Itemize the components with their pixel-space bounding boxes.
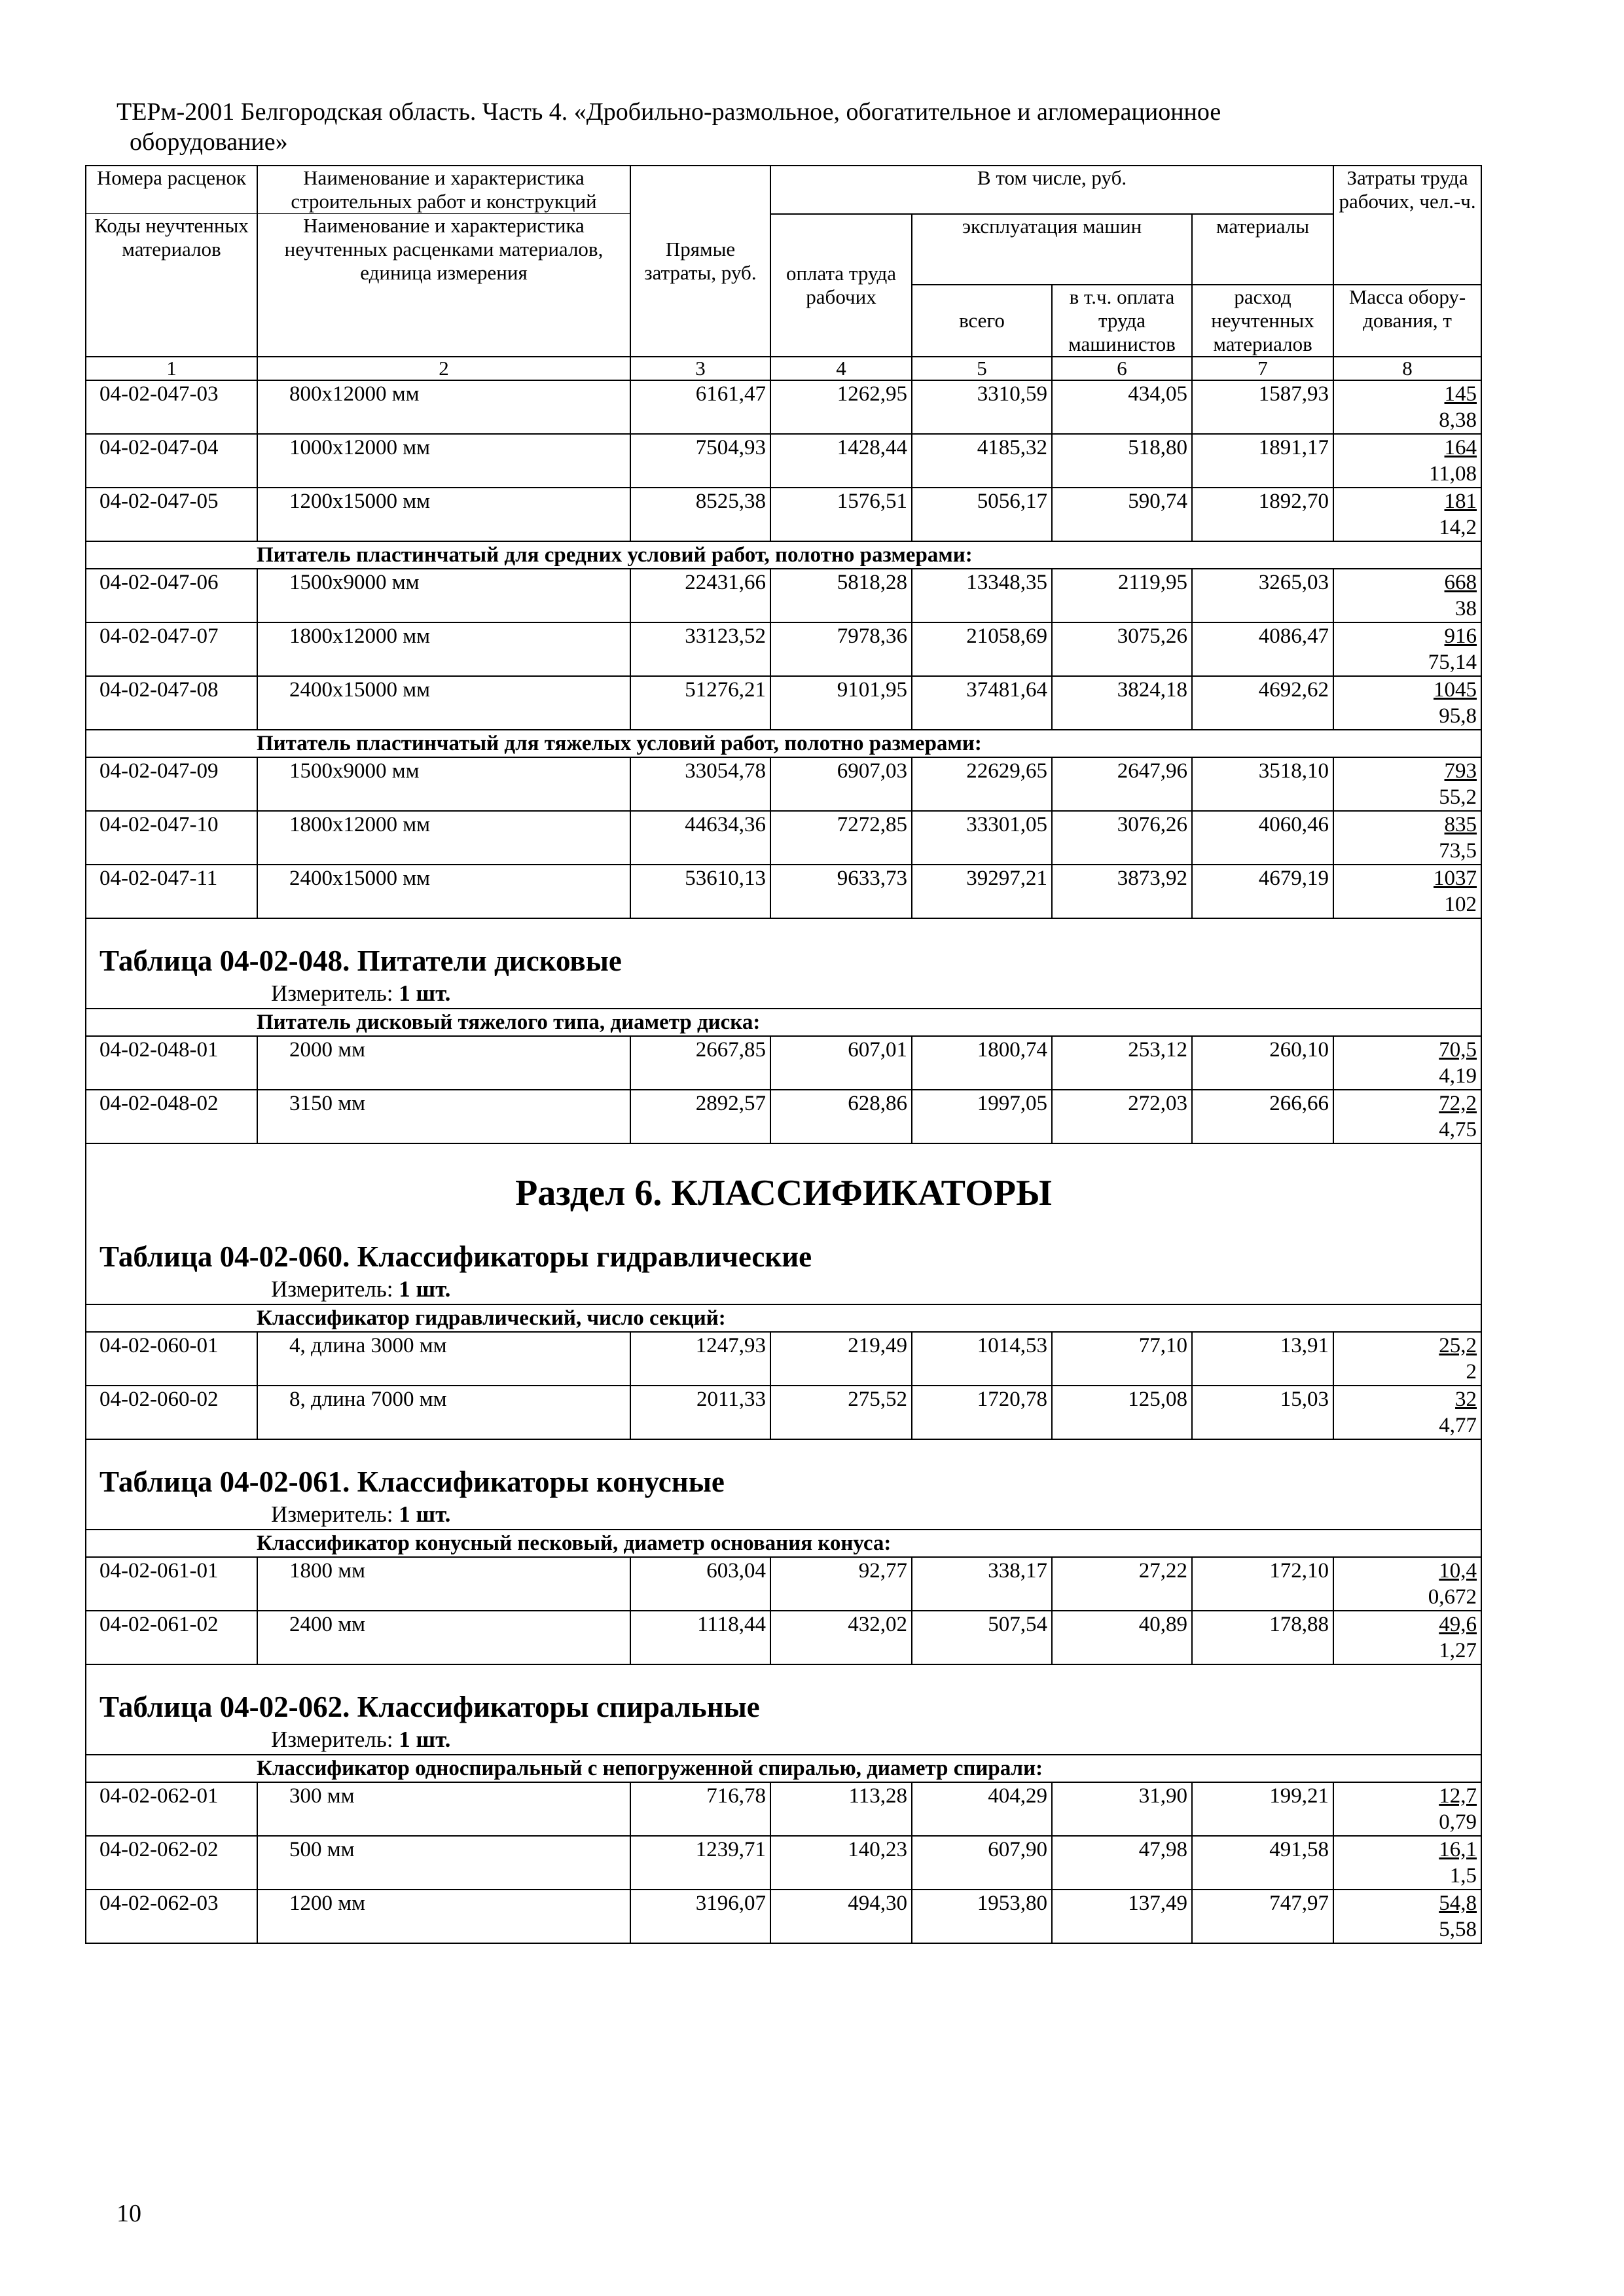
labor-hours: 54,8 xyxy=(1439,1892,1477,1915)
table-row xyxy=(86,1782,1481,1836)
labor-hours: 835 xyxy=(1444,813,1477,836)
column-number: 7 xyxy=(1192,357,1333,380)
cost-c7: 199,21 xyxy=(1192,1782,1333,1836)
cost-c7: 1892,70 xyxy=(1192,488,1333,541)
labor-mass-cell xyxy=(1333,1782,1481,1836)
col2-header-bottom: Наименование и характеристика неучтенных расценками материалов, единица измерения xyxy=(257,214,630,285)
cost-c3: 7504,93 xyxy=(630,434,770,488)
group-title: Питатель пластинчатый для средних условий работ, полотно размерами: xyxy=(86,541,1481,569)
rate-name: 4, длина 3000 мм xyxy=(257,1332,630,1386)
cost-c7: 491,58 xyxy=(1192,1836,1333,1890)
labor-hours: 16,1 xyxy=(1439,1838,1477,1861)
group-title-row xyxy=(86,1304,1481,1332)
labor-hours: 10,4 xyxy=(1439,1559,1477,1583)
col4-header: оплата труда рабочих xyxy=(770,214,912,357)
table-row xyxy=(86,380,1481,434)
cost-c3: 1247,93 xyxy=(630,1332,770,1386)
labor-mass-cell xyxy=(1333,1090,1481,1143)
group-title: Классификатор конусный песковый, диаметр основания конуса: xyxy=(86,1530,1481,1557)
rate-code: 04-02-047-04 xyxy=(86,434,257,488)
group-title-row xyxy=(86,730,1481,757)
col8-header-bottom: Масса обору-дования, т xyxy=(1333,285,1481,357)
table-row xyxy=(86,1332,1481,1386)
rate-code: 04-02-062-01 xyxy=(86,1782,257,1836)
labor-hours: 72,2 xyxy=(1439,1092,1477,1115)
labor-hours: 164 xyxy=(1444,436,1477,459)
running-header xyxy=(117,97,1458,157)
cost-c3: 1118,44 xyxy=(630,1611,770,1664)
col7-header: расход неучтенных материалов xyxy=(1192,285,1333,357)
cost-c7: 15,03 xyxy=(1192,1386,1333,1439)
cost-c6: 272,03 xyxy=(1052,1090,1192,1143)
equipment-mass: 4,19 xyxy=(1439,1064,1477,1088)
table-title-row xyxy=(86,1454,1481,1500)
measure-unit xyxy=(86,1500,1481,1530)
labor-mass-cell xyxy=(1333,569,1481,622)
labor-hours: 1045 xyxy=(1434,678,1477,702)
header-line-2: оборудование» xyxy=(130,128,288,156)
cost-c5: 5056,17 xyxy=(912,488,1052,541)
spacer-cell xyxy=(86,1664,1481,1679)
equipment-mass: 14,2 xyxy=(1439,516,1477,539)
labor-hours: 70,5 xyxy=(1439,1038,1477,1062)
cost-c6: 27,22 xyxy=(1052,1557,1192,1611)
rate-name: 1500х9000 мм xyxy=(257,569,630,622)
labor-mass-cell xyxy=(1333,622,1481,676)
rate-name: 2400 мм xyxy=(257,1611,630,1664)
cost-c6: 3075,26 xyxy=(1052,622,1192,676)
measure-unit xyxy=(86,979,1481,1009)
labor-mass-cell xyxy=(1333,1386,1481,1439)
cost-c7: 172,10 xyxy=(1192,1557,1333,1611)
equipment-mass: 11,08 xyxy=(1429,462,1477,486)
labor-mass-cell xyxy=(1333,1836,1481,1890)
labor-mass-cell xyxy=(1333,380,1481,434)
cost-c5: 39297,21 xyxy=(912,865,1052,918)
measure-value: 1 шт. xyxy=(399,980,451,1006)
cost-c4: 1428,44 xyxy=(770,434,912,488)
equipment-mass: 4,75 xyxy=(1439,1118,1477,1141)
rate-code: 04-02-047-11 xyxy=(86,865,257,918)
table-row xyxy=(86,569,1481,622)
rate-name: 1800х12000 мм xyxy=(257,622,630,676)
equipment-mass: 55,2 xyxy=(1439,785,1477,809)
col5-header: всего xyxy=(912,285,1052,357)
cost-c4: 628,86 xyxy=(770,1090,912,1143)
equipment-mass: 102 xyxy=(1444,893,1477,916)
table-row xyxy=(86,488,1481,541)
equipment-mass: 75,14 xyxy=(1428,651,1477,674)
cost-c7: 1891,17 xyxy=(1192,434,1333,488)
rate-name: 2400х15000 мм xyxy=(257,865,630,918)
cost-c6: 518,80 xyxy=(1052,434,1192,488)
table-row xyxy=(86,1836,1481,1890)
cost-c3: 53610,13 xyxy=(630,865,770,918)
table-title: Таблица 04-02-048. Питатели дисковые xyxy=(86,933,1481,979)
rate-name: 3150 мм xyxy=(257,1090,630,1143)
cost-c7: 747,97 xyxy=(1192,1890,1333,1943)
equipment-mass: 8,38 xyxy=(1439,408,1477,432)
rate-name: 300 мм xyxy=(257,1782,630,1836)
cost-c5: 1997,05 xyxy=(912,1090,1052,1143)
measure-row xyxy=(86,979,1481,1009)
cost-c3: 716,78 xyxy=(630,1782,770,1836)
column-number-row xyxy=(86,357,1481,380)
rate-code: 04-02-062-02 xyxy=(86,1836,257,1890)
cost-c5: 21058,69 xyxy=(912,622,1052,676)
cost-c7: 3265,03 xyxy=(1192,569,1333,622)
cost-c7: 266,66 xyxy=(1192,1090,1333,1143)
cost-c4: 1576,51 xyxy=(770,488,912,541)
cost-c7: 1587,93 xyxy=(1192,380,1333,434)
cost-c4: 607,01 xyxy=(770,1036,912,1090)
cost-c4: 140,23 xyxy=(770,1836,912,1890)
labor-hours: 145 xyxy=(1444,382,1477,406)
equipment-mass: 0,79 xyxy=(1439,1810,1477,1834)
cost-c5: 13348,35 xyxy=(912,569,1052,622)
column-number: 2 xyxy=(257,357,630,380)
rate-code: 04-02-047-06 xyxy=(86,569,257,622)
cost-c4: 494,30 xyxy=(770,1890,912,1943)
table-row xyxy=(86,1036,1481,1090)
table-title: Таблица 04-02-060. Классификаторы гидравлические xyxy=(86,1229,1481,1275)
cost-c5: 607,90 xyxy=(912,1836,1052,1890)
section-heading-row xyxy=(86,1143,1481,1229)
cost-c3: 22431,66 xyxy=(630,569,770,622)
table-row xyxy=(86,1386,1481,1439)
equipment-mass: 0,672 xyxy=(1428,1585,1477,1609)
cost-c3: 33054,78 xyxy=(630,757,770,811)
rate-code: 04-02-048-02 xyxy=(86,1090,257,1143)
column-number: 5 xyxy=(912,357,1052,380)
cost-c3: 3196,07 xyxy=(630,1890,770,1943)
cost-c4: 9101,95 xyxy=(770,676,912,730)
labor-hours: 916 xyxy=(1444,624,1477,648)
materials-header: материалы xyxy=(1192,214,1333,285)
cost-c6: 434,05 xyxy=(1052,380,1192,434)
rate-code: 04-02-047-08 xyxy=(86,676,257,730)
labor-mass-cell xyxy=(1333,865,1481,918)
measure-label: Измеритель: xyxy=(271,1276,399,1302)
rate-name: 1800х12000 мм xyxy=(257,811,630,865)
cost-c7: 13,91 xyxy=(1192,1332,1333,1386)
measure-label: Измеритель: xyxy=(271,980,399,1006)
rate-code: 04-02-048-01 xyxy=(86,1036,257,1090)
cost-c5: 1720,78 xyxy=(912,1386,1052,1439)
machines-header: эксплуатация машин xyxy=(912,214,1192,285)
labor-mass-cell xyxy=(1333,1611,1481,1664)
table-row xyxy=(86,1557,1481,1611)
group-title-row xyxy=(86,1530,1481,1557)
labor-mass-cell xyxy=(1333,1557,1481,1611)
cost-c4: 7978,36 xyxy=(770,622,912,676)
cost-c5: 33301,05 xyxy=(912,811,1052,865)
measure-unit xyxy=(86,1725,1481,1755)
cost-c5: 4185,32 xyxy=(912,434,1052,488)
labor-mass-cell xyxy=(1333,757,1481,811)
group-title: Классификатор односпиральный с непогруженной спиралью, диаметр спирали: xyxy=(86,1755,1481,1782)
cost-c4: 113,28 xyxy=(770,1782,912,1836)
cost-c4: 9633,73 xyxy=(770,865,912,918)
table-row xyxy=(86,1090,1481,1143)
measure-label: Измеритель: xyxy=(271,1727,399,1752)
equipment-mass: 4,77 xyxy=(1439,1414,1477,1437)
rate-name: 8, длина 7000 мм xyxy=(257,1386,630,1439)
labor-hours: 181 xyxy=(1444,490,1477,513)
cost-c6: 125,08 xyxy=(1052,1386,1192,1439)
table-row xyxy=(86,676,1481,730)
col1-header-bottom: Коды неучтенных материалов xyxy=(86,214,257,285)
table-row xyxy=(86,811,1481,865)
labor-mass-cell xyxy=(1333,1890,1481,1943)
cost-c6: 253,12 xyxy=(1052,1036,1192,1090)
labor-hours: 49,6 xyxy=(1439,1613,1477,1636)
cost-c3: 51276,21 xyxy=(630,676,770,730)
cost-c6: 3873,92 xyxy=(1052,865,1192,918)
col6-header: в т.ч. оплата труда машинистов xyxy=(1052,285,1192,357)
labor-hours: 25,2 xyxy=(1439,1334,1477,1357)
cost-c7: 3518,10 xyxy=(1192,757,1333,811)
cost-c6: 40,89 xyxy=(1052,1611,1192,1664)
cost-c7: 178,88 xyxy=(1192,1611,1333,1664)
rate-name: 1200 мм xyxy=(257,1890,630,1943)
cost-c3: 33123,52 xyxy=(630,622,770,676)
col1-header-top: Номера расценок xyxy=(86,166,257,214)
cost-c5: 37481,64 xyxy=(912,676,1052,730)
rate-code: 04-02-061-01 xyxy=(86,1557,257,1611)
cost-c3: 2667,85 xyxy=(630,1036,770,1090)
cost-c4: 219,49 xyxy=(770,1332,912,1386)
cost-c3: 1239,71 xyxy=(630,1836,770,1890)
measure-row xyxy=(86,1500,1481,1530)
rate-code: 04-02-061-02 xyxy=(86,1611,257,1664)
column-number: 3 xyxy=(630,357,770,380)
cost-c3: 603,04 xyxy=(630,1557,770,1611)
measure-unit xyxy=(86,1275,1481,1304)
rate-name: 1000х12000 мм xyxy=(257,434,630,488)
cost-c4: 275,52 xyxy=(770,1386,912,1439)
section-heading: Раздел 6. КЛАССИФИКАТОРЫ xyxy=(86,1143,1481,1229)
equipment-mass: 2 xyxy=(1466,1360,1477,1384)
spacer-cell xyxy=(86,918,1481,933)
equipment-mass: 1,5 xyxy=(1449,1864,1477,1888)
labor-hours: 32 xyxy=(1455,1388,1477,1411)
cost-c7: 4692,62 xyxy=(1192,676,1333,730)
header-line-1: ТЕРм-2001 Белгородская область. Часть 4. «Дробильно-размольное, обогатительное и агломерационное xyxy=(117,98,1221,126)
cost-c5: 1953,80 xyxy=(912,1890,1052,1943)
incl-header: В том числе, руб. xyxy=(770,166,1333,214)
rate-name: 1200х15000 мм xyxy=(257,488,630,541)
cost-c5: 22629,65 xyxy=(912,757,1052,811)
spacer-row xyxy=(86,1439,1481,1454)
table-title-row xyxy=(86,1679,1481,1725)
equipment-mass: 73,5 xyxy=(1439,839,1477,863)
cost-c4: 5818,28 xyxy=(770,569,912,622)
group-title-row xyxy=(86,1009,1481,1036)
equipment-mass: 1,27 xyxy=(1439,1639,1477,1662)
cost-c7: 260,10 xyxy=(1192,1036,1333,1090)
equipment-mass: 5,58 xyxy=(1439,1918,1477,1941)
group-title: Питатель пластинчатый для тяжелых условий работ, полотно размерами: xyxy=(86,730,1481,757)
price-table-container xyxy=(85,165,1481,1944)
rate-name: 2400х15000 мм xyxy=(257,676,630,730)
cost-c4: 6907,03 xyxy=(770,757,912,811)
table-title-row xyxy=(86,933,1481,979)
table-header xyxy=(86,166,1481,357)
labor-hours: 1037 xyxy=(1434,867,1477,890)
cost-c6: 3824,18 xyxy=(1052,676,1192,730)
rate-name: 1500х9000 мм xyxy=(257,757,630,811)
cost-c4: 432,02 xyxy=(770,1611,912,1664)
cost-c4: 7272,85 xyxy=(770,811,912,865)
cost-c6: 137,49 xyxy=(1052,1890,1192,1943)
cost-c3: 2011,33 xyxy=(630,1386,770,1439)
cost-c3: 2892,57 xyxy=(630,1090,770,1143)
rate-code: 04-02-047-03 xyxy=(86,380,257,434)
rate-name: 800х12000 мм xyxy=(257,380,630,434)
rate-code: 04-02-060-01 xyxy=(86,1332,257,1386)
column-number: 1 xyxy=(86,357,257,380)
table-row xyxy=(86,865,1481,918)
measure-row xyxy=(86,1275,1481,1304)
cost-c6: 590,74 xyxy=(1052,488,1192,541)
labor-hours: 12,7 xyxy=(1439,1784,1477,1808)
cost-c6: 31,90 xyxy=(1052,1782,1192,1836)
rate-name: 500 мм xyxy=(257,1836,630,1890)
table-title-row xyxy=(86,1229,1481,1275)
column-number: 8 xyxy=(1333,357,1481,380)
measure-label: Измеритель: xyxy=(271,1501,399,1527)
cost-c3: 6161,47 xyxy=(630,380,770,434)
cost-c3: 44634,36 xyxy=(630,811,770,865)
rate-code: 04-02-047-10 xyxy=(86,811,257,865)
price-table xyxy=(85,165,1482,1944)
cost-c6: 3076,26 xyxy=(1052,811,1192,865)
equipment-mass: 38 xyxy=(1455,597,1477,620)
group-title-row xyxy=(86,1755,1481,1782)
cost-c5: 1014,53 xyxy=(912,1332,1052,1386)
cost-c7: 4060,46 xyxy=(1192,811,1333,865)
cost-c6: 2647,96 xyxy=(1052,757,1192,811)
cost-c4: 1262,95 xyxy=(770,380,912,434)
cost-c5: 338,17 xyxy=(912,1557,1052,1611)
rate-name: 2000 мм xyxy=(257,1036,630,1090)
rate-code: 04-02-047-05 xyxy=(86,488,257,541)
labor-mass-cell xyxy=(1333,811,1481,865)
cost-c6: 47,98 xyxy=(1052,1836,1192,1890)
rate-code: 04-02-047-07 xyxy=(86,622,257,676)
col8-header-top: Затраты труда рабочих, чел.-ч. xyxy=(1333,166,1481,285)
measure-value: 1 шт. xyxy=(399,1276,451,1302)
table-title: Таблица 04-02-062. Классификаторы спиральные xyxy=(86,1679,1481,1725)
labor-hours: 793 xyxy=(1444,759,1477,783)
page-number: 10 xyxy=(117,2200,141,2227)
table-row xyxy=(86,1611,1481,1664)
labor-mass-cell xyxy=(1333,434,1481,488)
cost-c5: 1800,74 xyxy=(912,1036,1052,1090)
cost-c3: 8525,38 xyxy=(630,488,770,541)
cost-c6: 77,10 xyxy=(1052,1332,1192,1386)
table-row xyxy=(86,434,1481,488)
labor-mass-cell xyxy=(1333,1036,1481,1090)
cost-c5: 404,29 xyxy=(912,1782,1052,1836)
labor-mass-cell xyxy=(1333,488,1481,541)
group-title: Классификатор гидравлический, число секций: xyxy=(86,1304,1481,1332)
col2-header-top: Наименование и характеристика строительных работ и конструкций xyxy=(257,166,630,214)
column-number: 4 xyxy=(770,357,912,380)
rate-code: 04-02-062-03 xyxy=(86,1890,257,1943)
rate-code: 04-02-060-02 xyxy=(86,1386,257,1439)
cost-c4: 92,77 xyxy=(770,1557,912,1611)
spacer-row xyxy=(86,918,1481,933)
cost-c6: 2119,95 xyxy=(1052,569,1192,622)
cost-c7: 4086,47 xyxy=(1192,622,1333,676)
group-title-row xyxy=(86,541,1481,569)
group-title: Питатель дисковый тяжелого типа, диаметр диска: xyxy=(86,1009,1481,1036)
col3-header: Прямые затраты, руб. xyxy=(630,166,770,357)
labor-mass-cell xyxy=(1333,676,1481,730)
column-number: 6 xyxy=(1052,357,1192,380)
equipment-mass: 95,8 xyxy=(1439,704,1477,728)
cost-c7: 4679,19 xyxy=(1192,865,1333,918)
spacer-cell xyxy=(86,1439,1481,1454)
measure-value: 1 шт. xyxy=(399,1501,451,1527)
rate-name: 1800 мм xyxy=(257,1557,630,1611)
rate-code: 04-02-047-09 xyxy=(86,757,257,811)
labor-hours: 668 xyxy=(1444,571,1477,594)
table-row xyxy=(86,1890,1481,1943)
measure-value: 1 шт. xyxy=(399,1727,451,1752)
measure-row xyxy=(86,1725,1481,1755)
table-row xyxy=(86,757,1481,811)
spacer-row xyxy=(86,1664,1481,1679)
table-row xyxy=(86,622,1481,676)
labor-mass-cell xyxy=(1333,1332,1481,1386)
cost-c5: 3310,59 xyxy=(912,380,1052,434)
table-title: Таблица 04-02-061. Классификаторы конусные xyxy=(86,1454,1481,1500)
table-body xyxy=(86,357,1481,1943)
cost-c5: 507,54 xyxy=(912,1611,1052,1664)
